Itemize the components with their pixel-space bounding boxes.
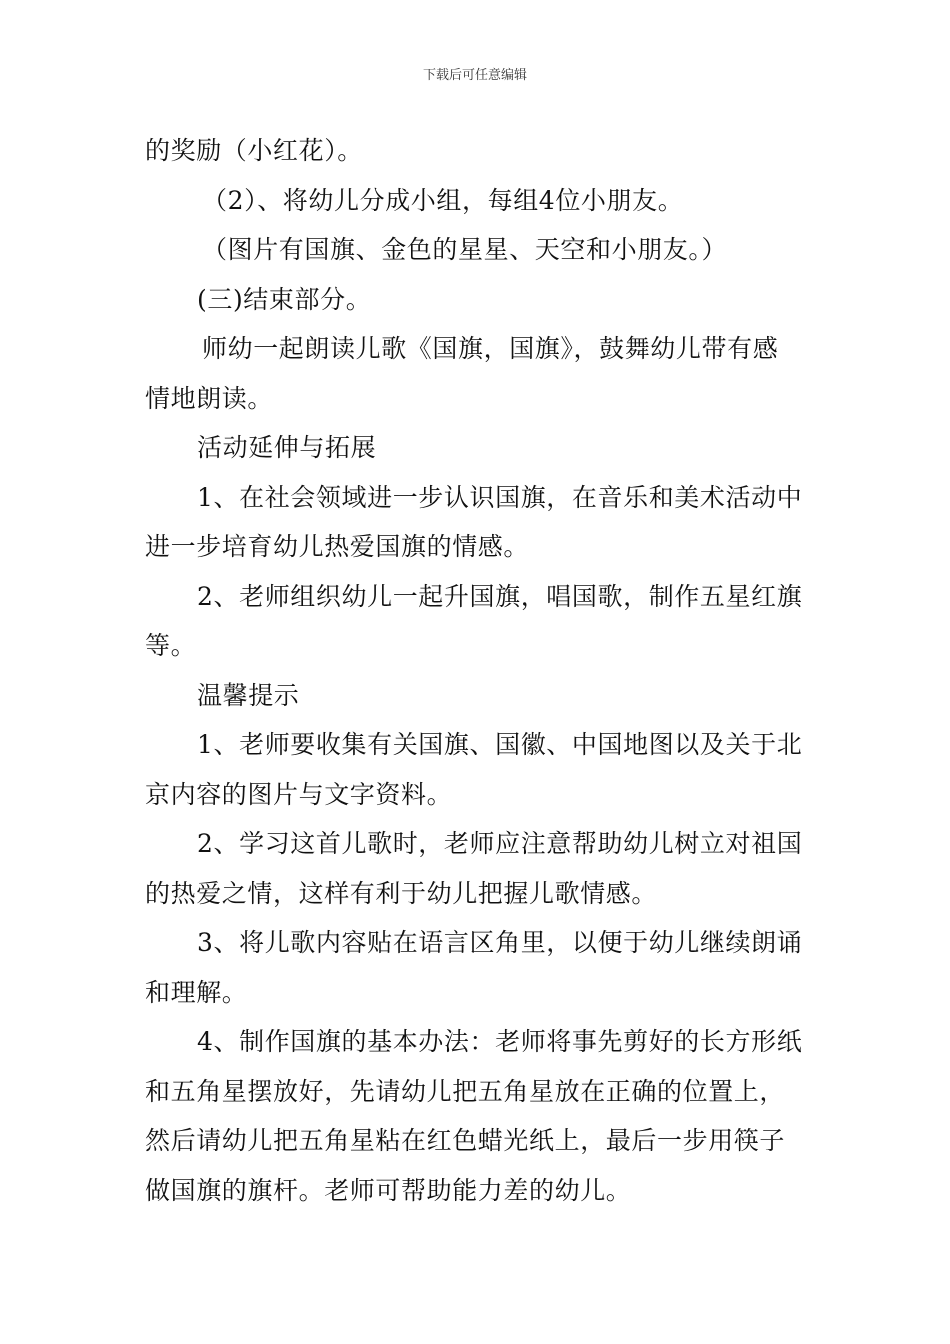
- text-line: 然后请幼儿把五角星粘在红色蜡光纸上，最后一步用筷子: [145, 1126, 786, 1155]
- text-line: 情地朗读。: [145, 383, 274, 413]
- list-item: 4、制作国旗的基本办法：老师将事先剪好的长方形纸: [197, 1027, 803, 1056]
- document-body: [145, 126, 810, 1215]
- list-item: 2、老师组织幼儿一起升国旗，唱国歌，制作五星红旗: [197, 581, 803, 611]
- list-item: 2、学习这首儿歌时，老师应注意帮助幼儿树立对祖国: [197, 829, 803, 858]
- list-item: 3、将儿歌内容贴在语言区角里，以便于幼儿继续朗诵: [197, 928, 803, 957]
- page-header: 下载后可任意编辑: [422, 68, 527, 83]
- list-item: 1、在社会领域进一步认识国旗，在音乐和美术活动中: [197, 482, 803, 512]
- text-line: 和五角星摆放好，先请幼儿把五角星放在正确的位置上，: [145, 1076, 786, 1106]
- text-line: 等。: [145, 631, 197, 660]
- text-line: 师幼一起朗读儿歌《国旗，国旗》，鼓舞幼儿带有感: [202, 334, 779, 363]
- list-item: 1、老师要收集有关国旗、国徽、中国地图以及关于北: [197, 730, 803, 759]
- section-heading: 活动延伸与拓展: [197, 433, 377, 462]
- section-heading: (三)结束部分。: [197, 284, 372, 314]
- text-line: 进一步培育幼儿热爱国旗的情感。: [145, 532, 530, 561]
- text-line: 的奖励（小红花）。: [145, 136, 363, 165]
- text-line: 的热爱之情，这样有利于幼儿把握儿歌情感。: [145, 878, 658, 908]
- text-line: 和理解。: [145, 977, 248, 1007]
- text-line: 做国旗的旗杆。老师可帮助能力差的幼儿。: [145, 1175, 632, 1205]
- section-heading: 温馨提示: [197, 680, 300, 710]
- text-line: （图片有国旗、金色的星星、天空和小朋友。）: [202, 235, 728, 264]
- text-line: 京内容的图片与文字资料。: [145, 779, 453, 809]
- text-line: （2）、将幼儿分成小组，每组4位小朋友。: [202, 185, 684, 215]
